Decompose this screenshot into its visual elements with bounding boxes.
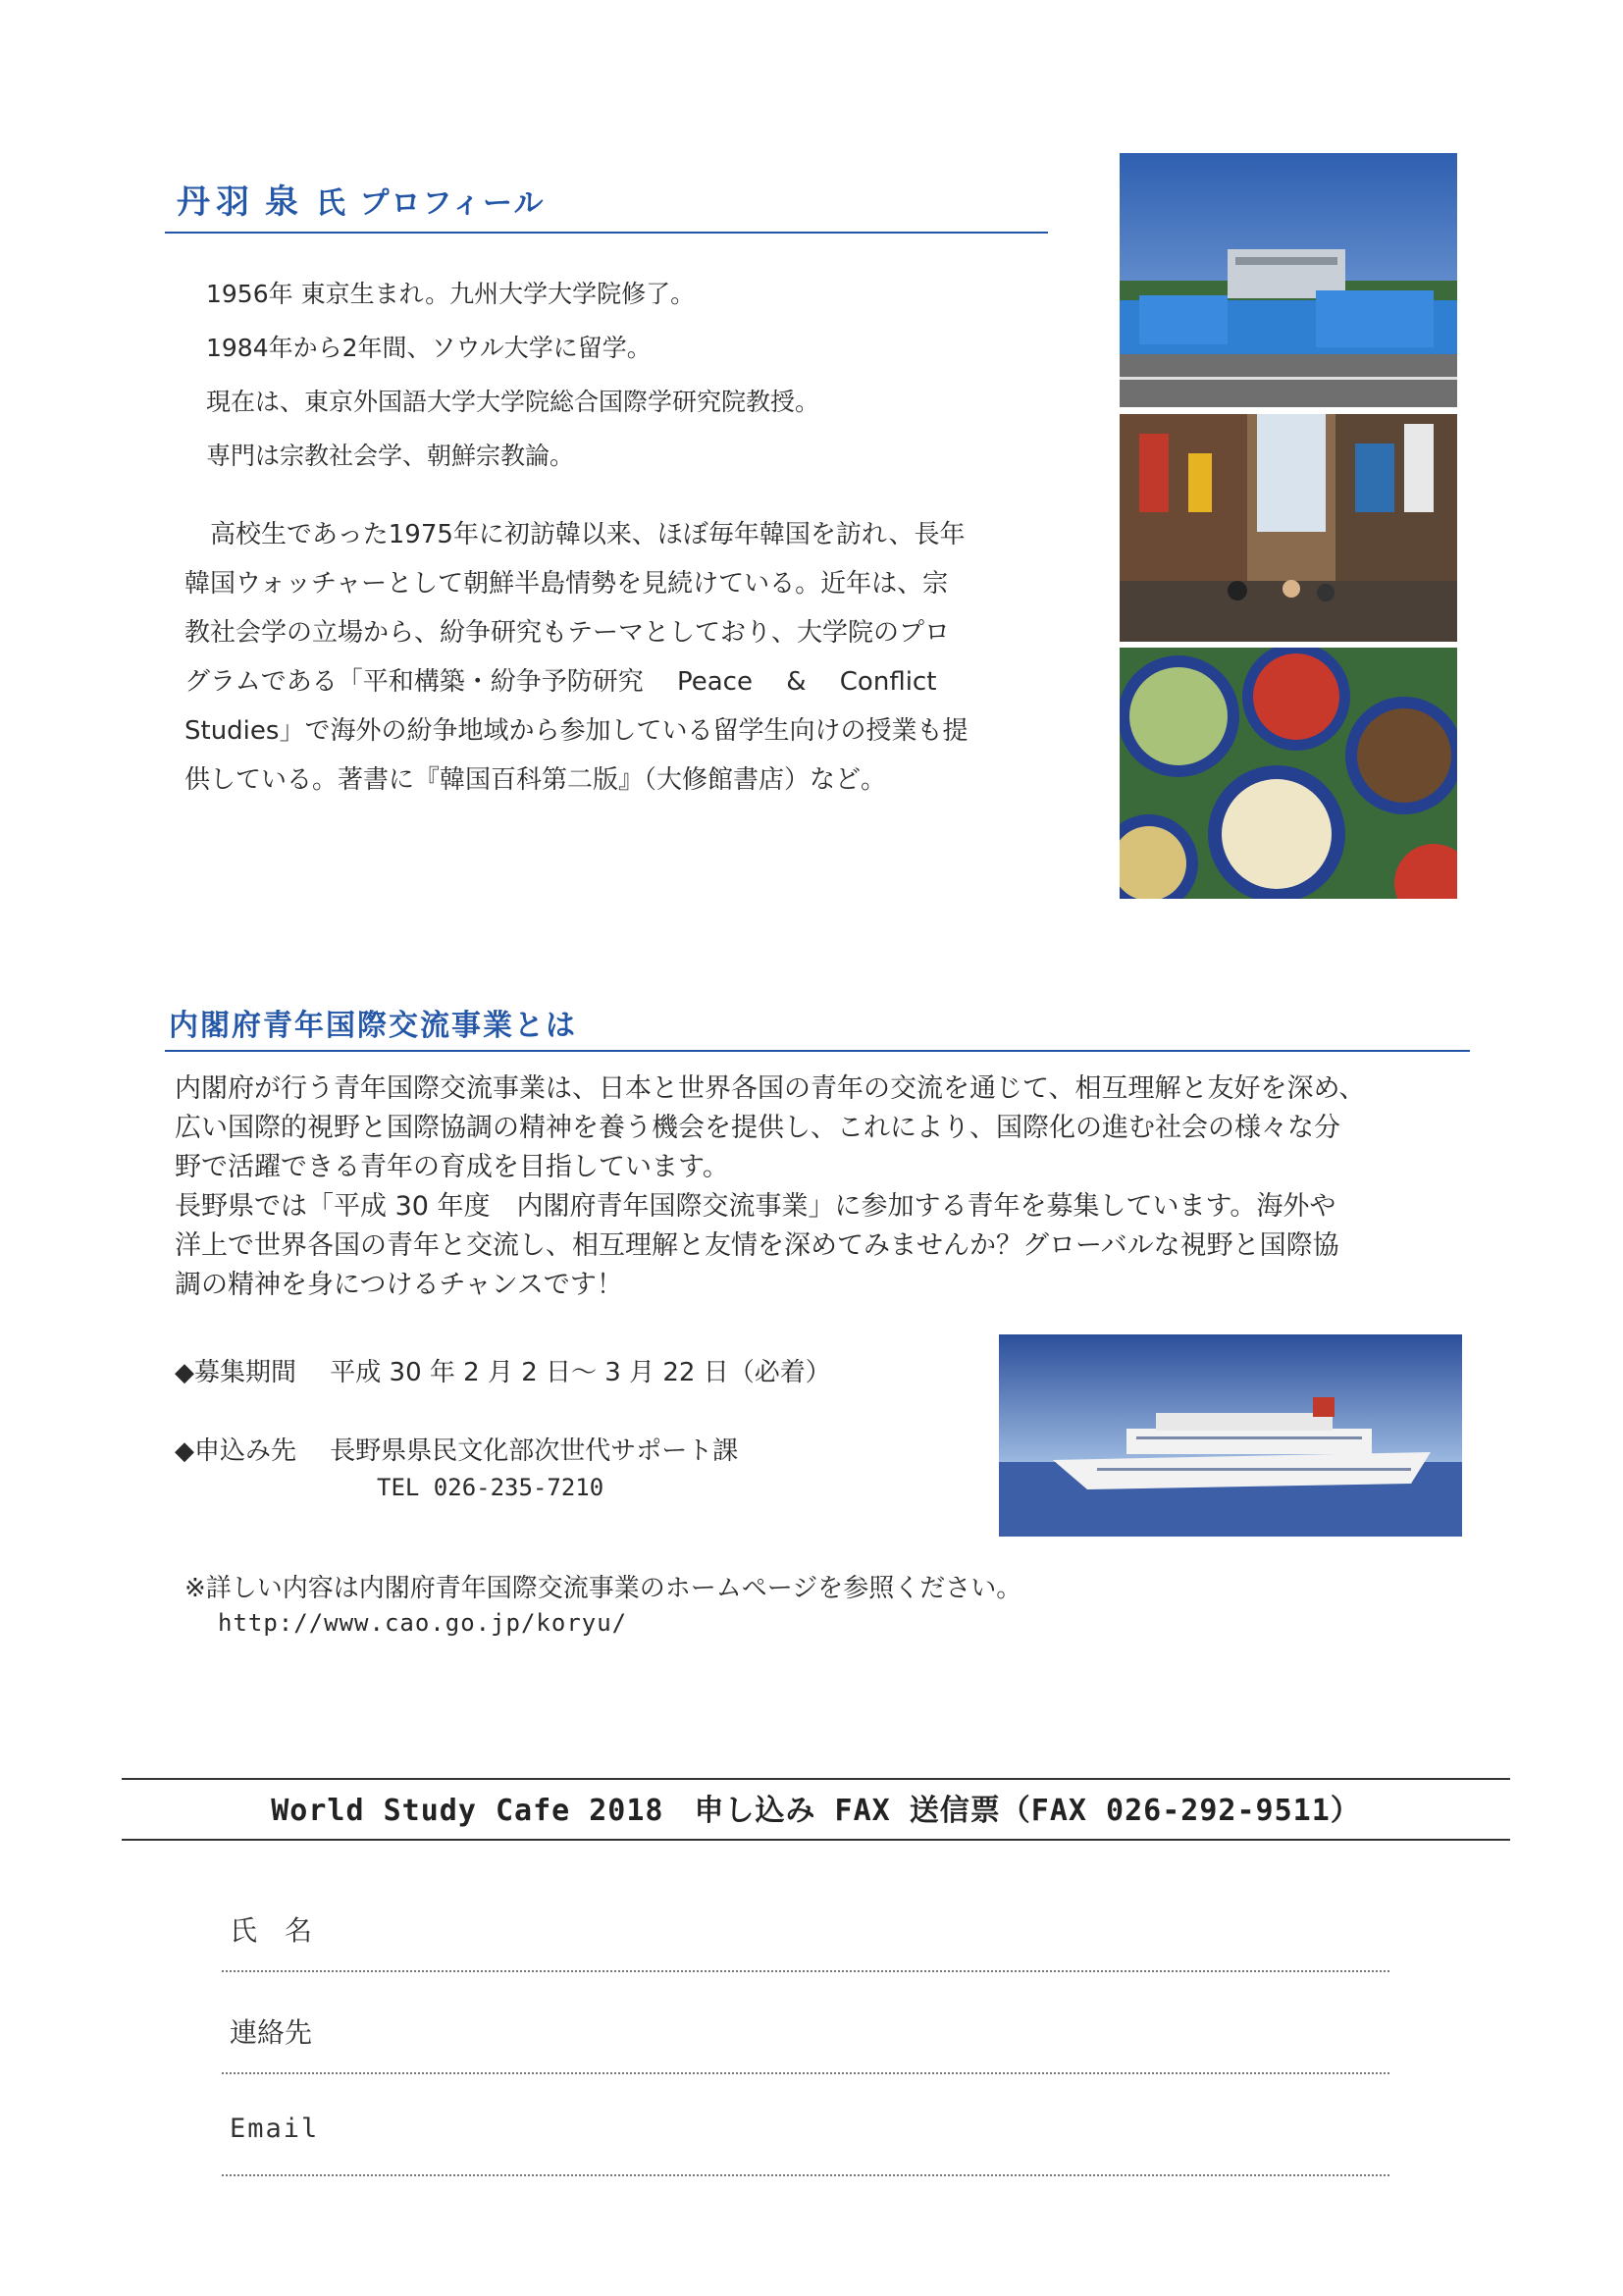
- profile-name-part2: 泉: [265, 183, 298, 222]
- cabinet-section-title: 内閣府青年国際交流事業とは: [169, 1009, 577, 1043]
- bio-line: Studies」で海外の紛争地域から参加している留学生向けの授業も提: [184, 716, 969, 746]
- bio-line: 韓国ウォッチャーとして朝鮮半島情勢を見続けている。近年は、宗: [184, 569, 949, 599]
- contact-value: 長野県県民文化部次世代サポート課: [330, 1436, 739, 1466]
- cabinet-line: 調の精神を身につけるチャンスです！: [175, 1270, 623, 1300]
- profile-biography: [184, 510, 1046, 805]
- bio-line: 高校生であった1975年に初訪韓以来、ほぼ毎年韓国を訪れ、長年: [184, 520, 966, 549]
- photo-ship: [999, 1334, 1462, 1537]
- form-label-email: Email: [230, 2113, 320, 2144]
- bio-line: グラムである「平和構築・紛争予防研究 Peace & Conflict: [184, 667, 937, 697]
- contact-label: ◆申込み先: [175, 1436, 296, 1466]
- cabinet-line: 洋上で世界各国の青年と交流し、相互理解と友情を深めてみませんか？グローバルな視野と国際協: [175, 1230, 1339, 1261]
- profile-summary: [206, 267, 819, 483]
- recruit-period: [175, 1352, 831, 1388]
- contact-field[interactable]: [222, 2072, 1389, 2074]
- form-band-top-rule: [122, 1778, 1510, 1780]
- cabinet-url-link[interactable]: http://www.cao.go.jp/koryu/: [218, 1609, 628, 1637]
- profile-line: 現在は、東京外国語大学大学院総合国際学研究院教授。: [206, 388, 820, 416]
- email-field[interactable]: [222, 2174, 1389, 2176]
- profile-title-suffix: 氏 プロフィール: [316, 186, 546, 221]
- profile-heading: [177, 175, 545, 223]
- details-note: ※詳しい内容は内閣府青年国際交流事業のホームページを参照ください。: [184, 1574, 1022, 1603]
- cabinet-line: 長野県では「平成 30 年度 内閣府青年国際交流事業」に参加する青年を募集しています。海外や: [175, 1191, 1336, 1222]
- profile-line: 1984年から2年間、ソウル大学に留学。: [206, 334, 652, 362]
- name-field[interactable]: [222, 1970, 1389, 1972]
- cabinet-description: [175, 1070, 1365, 1305]
- form-band-bottom-rule: [122, 1839, 1510, 1841]
- contact-tel: TEL 026-235-7210: [377, 1474, 604, 1501]
- profile-line: 1956年 東京生まれ。九州大学大学院修了。: [206, 280, 696, 308]
- bio-line: 供している。著書に『韓国百科第二版』（大修館書店）など。: [184, 765, 887, 795]
- recruit-period-value: 平成 30 年 2 月 2 日～ 3 月 22 日（必着）: [330, 1358, 831, 1387]
- profile-line: 専門は宗教社会学、朝鮮宗教論。: [206, 442, 575, 470]
- cabinet-line: 野で活躍できる青年の育成を目指しています。: [175, 1152, 729, 1182]
- photo-street: [1120, 414, 1457, 642]
- application-contact: [175, 1431, 738, 1467]
- bio-line: 教社会学の立場から、紛争研究もテーマとしており、大学院のプロ: [184, 618, 951, 648]
- form-label-name: 氏 名: [230, 1914, 313, 1947]
- profile-heading-rule: [165, 232, 1048, 234]
- cabinet-heading-rule: [165, 1050, 1470, 1052]
- form-label-contact: 連絡先: [230, 2016, 313, 2049]
- photo-building: [1120, 153, 1457, 407]
- profile-name-part1: 丹羽: [177, 183, 255, 222]
- photo-food: [1120, 648, 1457, 899]
- recruit-period-label: ◆募集期間: [175, 1358, 296, 1387]
- fax-form-title: World Study Cafe 2018 申し込み FAX 送信票（FAX 026-292-9511）: [271, 1794, 1361, 1828]
- cabinet-line: 内閣府が行う青年国際交流事業は、日本と世界各国の青年の交流を通じて、相互理解と友好を深め、: [175, 1073, 1366, 1104]
- cabinet-line: 広い国際的視野と国際協調の精神を養う機会を提供し、これにより、国際化の進む社会の様々な分: [175, 1113, 1340, 1143]
